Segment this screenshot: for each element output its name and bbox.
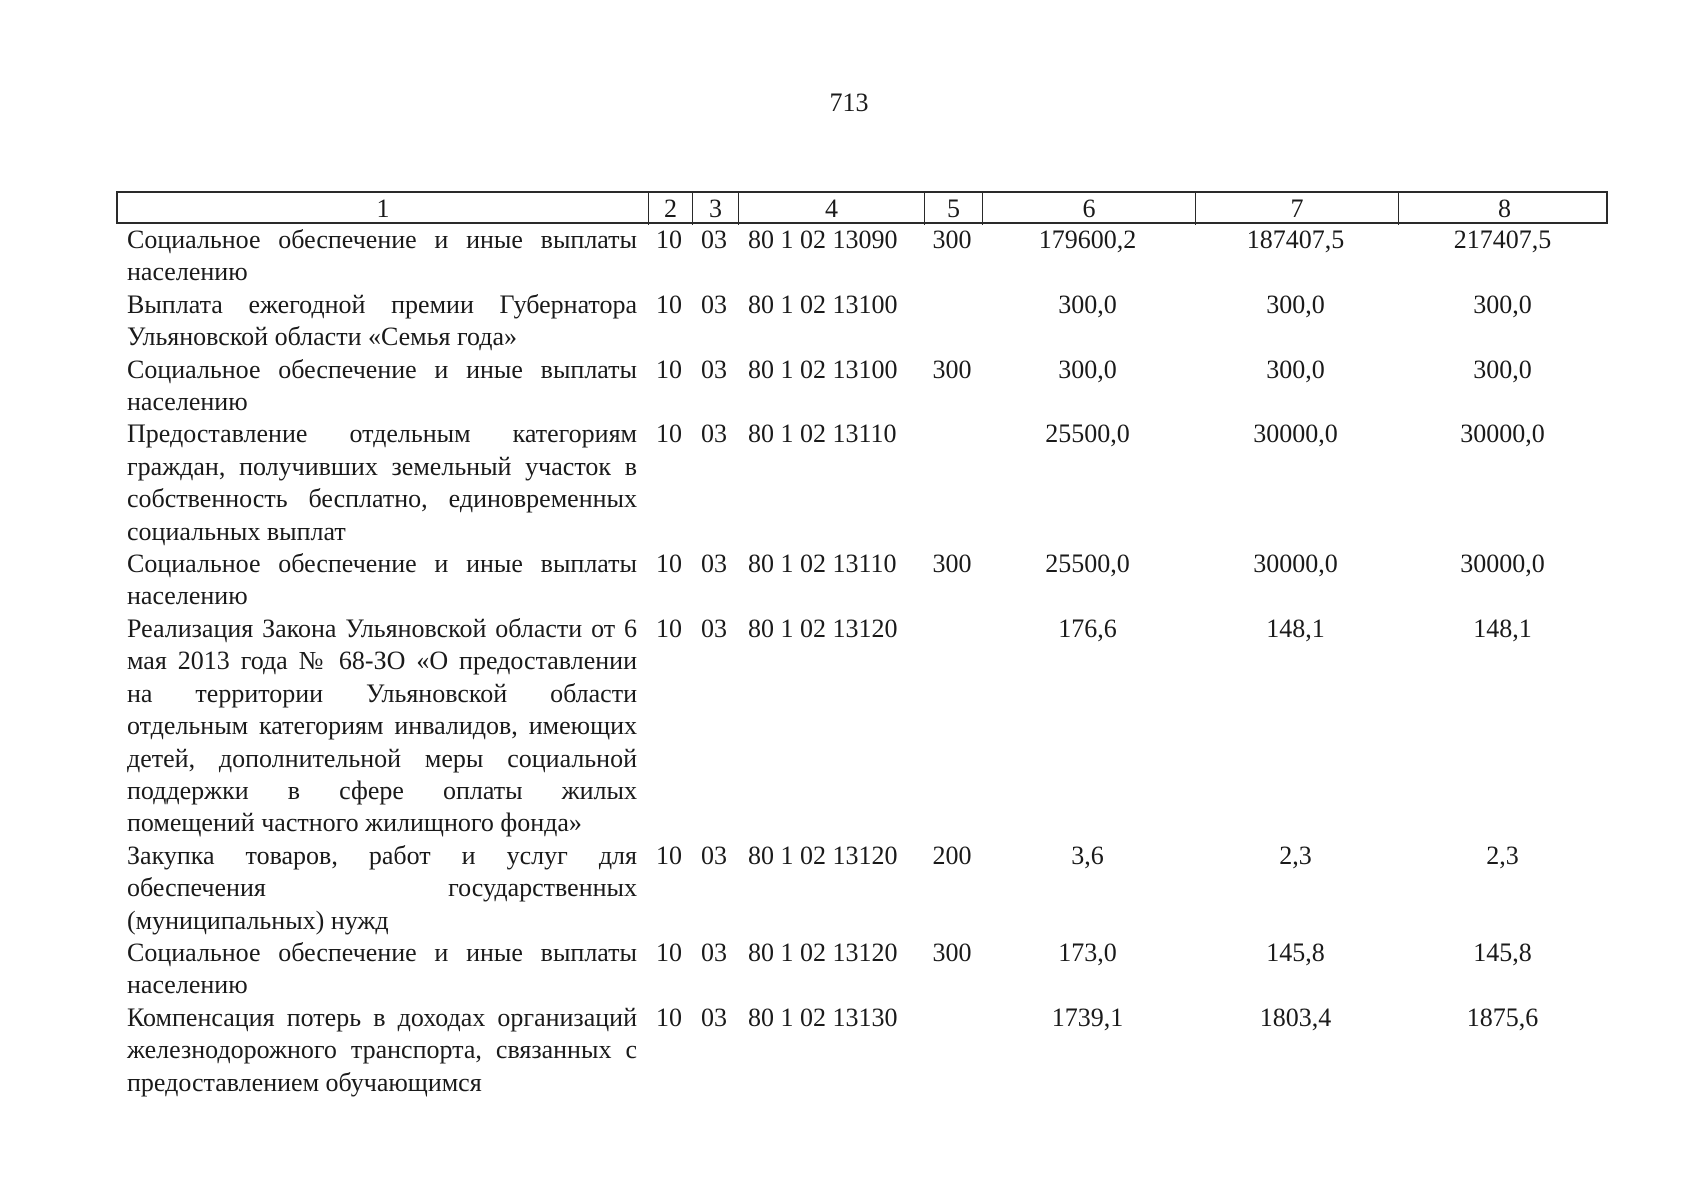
row-expense-type: 300	[932, 354, 972, 384]
row-name: Социальное обеспечение и иные выплаты населению	[127, 354, 637, 417]
row-section: 10	[656, 840, 682, 870]
row-amount-7: 30000,0	[1253, 419, 1338, 449]
row-amount-7: 2,3	[1279, 840, 1312, 870]
header-cell-2: 2	[649, 193, 693, 225]
row-amount-8: 300,0	[1473, 354, 1532, 384]
row-section: 10	[656, 419, 682, 449]
row-amount-6: 25500,0	[1045, 419, 1130, 449]
row-amount-8: 2,3	[1486, 840, 1519, 870]
table-row	[116, 613, 1608, 840]
row-subsection: 03	[701, 549, 727, 579]
row-subsection: 03	[701, 354, 727, 384]
row-target-code: 80 1 02 13120	[748, 840, 898, 870]
table-row	[116, 840, 1608, 937]
row-section: 10	[656, 937, 682, 967]
table-row	[116, 937, 1608, 1002]
row-amount-8: 1875,6	[1466, 1002, 1539, 1032]
row-expense-type: 300	[932, 549, 972, 579]
row-expense-type: 300	[932, 225, 972, 254]
row-amount-6: 3,6	[1071, 840, 1104, 870]
row-expense-type: 300	[932, 937, 972, 967]
row-subsection: 03	[701, 225, 727, 254]
row-name: Закупка товаров, работ и услуг для обеспечения государственных (муниципальных) нужд	[127, 840, 637, 935]
header-cell-8: 8	[1498, 194, 1511, 223]
row-section: 10	[656, 613, 682, 643]
row-target-code: 80 1 02 13100	[748, 289, 898, 319]
table-row	[116, 224, 1608, 289]
row-subsection: 03	[701, 613, 727, 643]
header-cell-6: 6	[983, 193, 1196, 225]
row-amount-8: 30000,0	[1460, 549, 1545, 579]
row-target-code: 80 1 02 13130	[748, 1002, 898, 1032]
row-amount-7: 145,8	[1266, 937, 1325, 967]
row-name: Социальное обеспечение и иные выплаты населению	[127, 225, 637, 287]
row-section: 10	[656, 1002, 682, 1032]
table-row	[116, 1002, 1608, 1099]
row-name: Выплата ежегодной премии Губернатора Ульяновской области «Семья года»	[127, 289, 637, 352]
row-name: Социальное обеспечение и иные выплаты населению	[127, 937, 637, 1000]
row-expense-type	[923, 289, 981, 354]
row-amount-6: 300,0	[1058, 354, 1117, 384]
row-amount-7: 187407,5	[1246, 225, 1345, 254]
row-amount-7: 300,0	[1266, 289, 1325, 319]
row-amount-6: 25500,0	[1045, 549, 1130, 579]
row-name: Социальное обеспечение и иные выплаты населению	[127, 549, 637, 611]
row-subsection: 03	[701, 289, 727, 319]
row-subsection: 03	[701, 840, 727, 870]
row-name: Компенсация потерь в доходах организаций железнодорожного транспорта, связанных с предоставлением обучающимся	[127, 1002, 637, 1097]
row-subsection: 03	[701, 1002, 727, 1032]
table-header	[116, 191, 1608, 224]
row-amount-6: 300,0	[1058, 289, 1117, 319]
row-expense-type	[923, 1002, 981, 1099]
table-row	[116, 354, 1608, 419]
budget-table	[116, 191, 1608, 1099]
row-subsection: 03	[701, 937, 727, 967]
row-amount-7: 148,1	[1266, 613, 1325, 643]
row-target-code: 80 1 02 13120	[748, 613, 898, 643]
header-cell-4: 4	[739, 193, 925, 225]
header-cell-1: 1	[118, 193, 649, 225]
row-amount-8: 217407,5	[1453, 225, 1552, 254]
row-name: Предоставление отдельным категориям граждан, получивших земельный участок в собственность бесплатно, единовременных социальных выплат	[127, 419, 637, 546]
row-amount-7: 300,0	[1266, 354, 1325, 384]
row-target-code: 80 1 02 13100	[748, 354, 898, 384]
row-target-code: 80 1 02 13120	[748, 937, 898, 967]
row-amount-8: 148,1	[1473, 613, 1532, 643]
header-cell-7: 7	[1196, 193, 1399, 225]
row-section: 10	[656, 549, 682, 579]
table-row	[116, 548, 1608, 613]
header-cell-3: 3	[693, 193, 739, 225]
row-amount-6: 173,0	[1058, 937, 1117, 967]
row-name: Реализация Закона Ульяновской области от 6 мая 2013 года № 68-ЗО «О предоставлении на территории Ульяновской области отдельным категориям инвалидов, имеющих детей, дополнительной меры социальной поддержки в сфере оплаты жилых помещений частного жилищного фонда»	[127, 613, 637, 838]
row-section: 10	[656, 354, 682, 384]
table-row	[116, 418, 1608, 548]
row-amount-8: 300,0	[1473, 289, 1532, 319]
row-expense-type: 200	[932, 840, 972, 870]
row-amount-7: 1803,4	[1259, 1002, 1332, 1032]
row-amount-8: 145,8	[1473, 937, 1532, 967]
row-target-code: 80 1 02 13110	[748, 549, 897, 579]
row-target-code: 80 1 02 13090	[748, 225, 898, 254]
row-amount-6: 179600,2	[1038, 225, 1137, 254]
row-section: 10	[656, 225, 682, 254]
row-amount-7: 30000,0	[1253, 549, 1338, 579]
row-section: 10	[656, 289, 682, 319]
row-amount-6: 1739,1	[1051, 1002, 1124, 1032]
row-expense-type	[923, 418, 981, 548]
row-subsection: 03	[701, 419, 727, 449]
page-number: 713	[829, 88, 869, 117]
row-amount-6: 176,6	[1058, 613, 1117, 643]
table-row	[116, 289, 1608, 354]
row-target-code: 80 1 02 13110	[748, 419, 897, 449]
row-amount-8: 30000,0	[1460, 419, 1545, 449]
header-cell-5: 5	[925, 193, 983, 225]
row-expense-type	[923, 613, 981, 840]
